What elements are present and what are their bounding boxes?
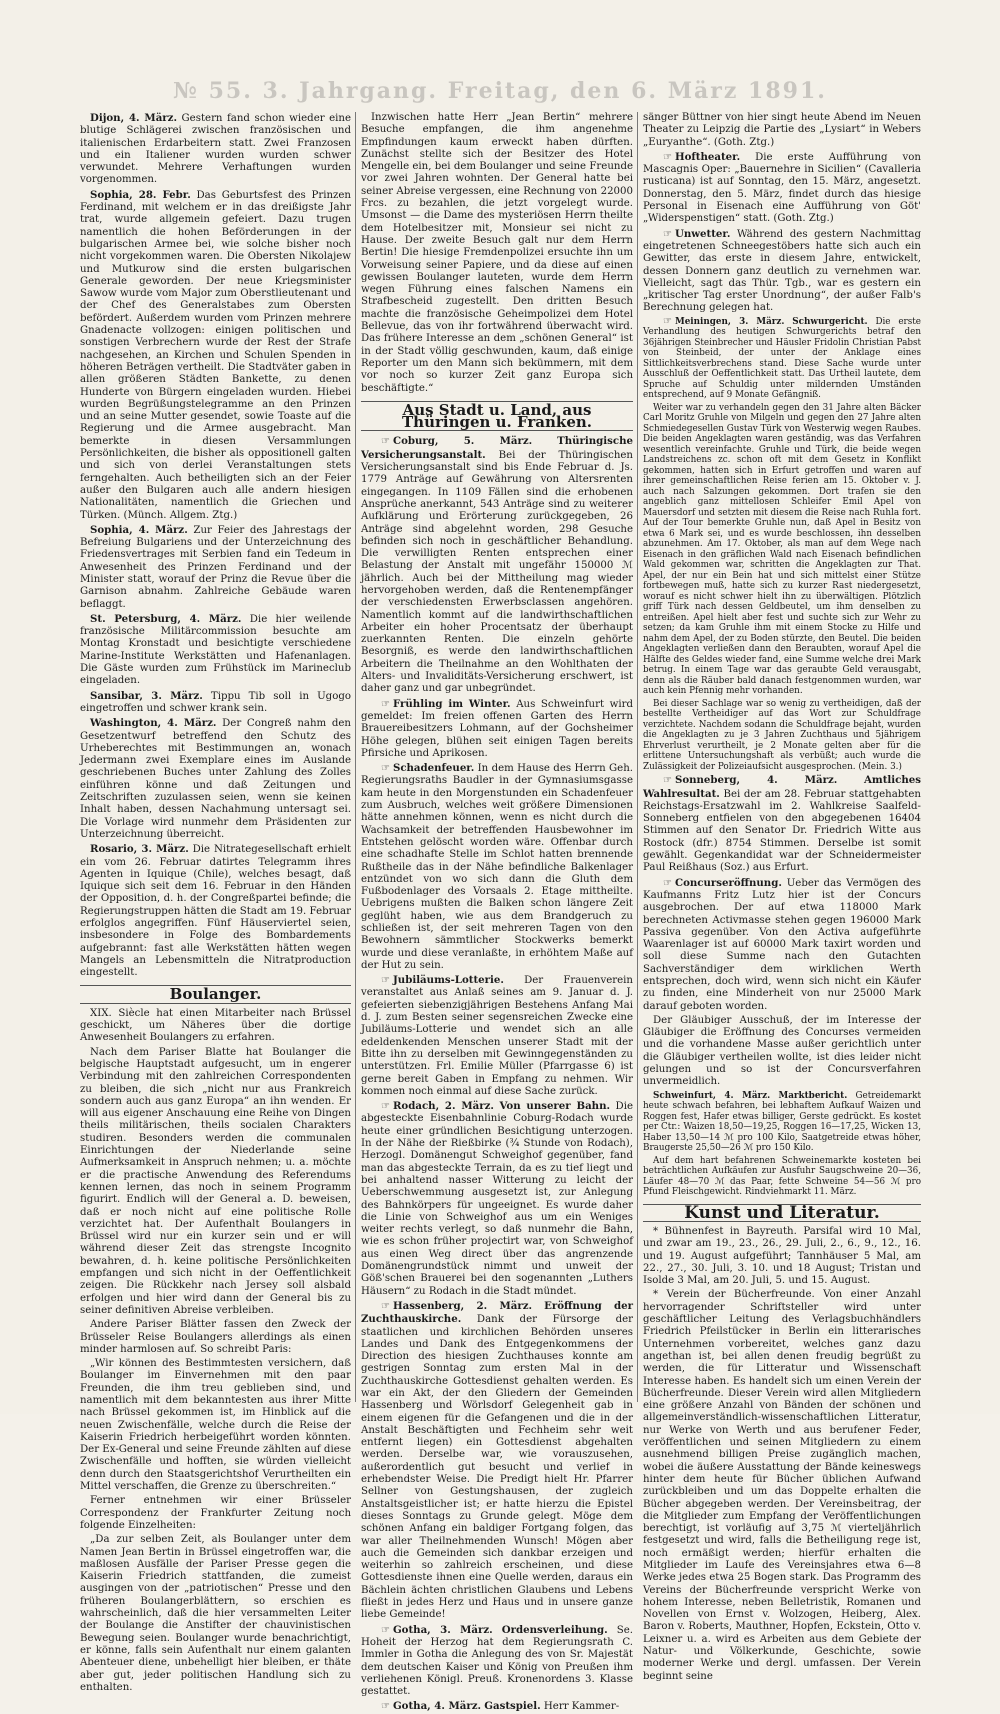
dateline: Sansibar, 3. März. [90, 689, 203, 702]
news-item [643, 317, 921, 401]
news-item [643, 228, 921, 315]
column-2 [361, 112, 633, 1713]
pointing-hand-icon: ☞ [663, 877, 672, 889]
item-text: XIX. Siècle hat einen Mitarbeiter nach Brüssel geschickt, um Näheres über die dortige Anwesenheit Boulangers zu erfahren. [80, 1007, 351, 1044]
item-title: Unwetter. [674, 227, 731, 240]
item-text: „Wir können des Bestimmtesten versichern, daß Boulanger im Einvernehmen mit den paar Freunden, die ihm treu geblieben sind, und namentlich mit dem bekanntesten aus ihrer Mitte nach Brüssel gekommen ist, im Hinblick auf die neuen Zwischenfälle, welche durch die Reise der Kaiserin Friedrich herbeigeführt worden könnten. Der Ex-General und seine Freunde zählten auf diese Zwischenfälle und hofften, sie würden vielleicht denn durch den Staatsgerichtshof Verurtheilten ein Mittel verschaffen, die Grenze zu überschreiten.“ [80, 1358, 351, 1493]
news-item [80, 613, 351, 688]
pointing-hand-icon: ☞ [663, 151, 672, 163]
column-1 [80, 112, 352, 1693]
pointing-hand-icon: ☞ [381, 975, 390, 987]
news-item [361, 698, 633, 760]
paragraph [80, 1534, 351, 1694]
dateline: Sophia, 4. März. [90, 523, 188, 536]
item-text: Die hier weilende französische Militärcommission besuchte am Montag Kronstadt und besichtigte verschiedene Marine-Institute Werkstätten und Hafenanlagen. Die Gäste wurden zum Frühstück im Marineclub eingeladen. [80, 613, 351, 687]
news-item [80, 690, 351, 716]
item-text: sänger Büttner von hier singt heute Abend im Neuen Theater zu Leipzig die Partie des „Lysiart“ in Webers „Euryanthe“. (Goth. Ztg.) [643, 112, 921, 148]
item-text: Während des gestern Nachmittag eingetretenen Schneegestöbers hatte sich auch ein Gewitter, das erste in diesem Jahre, entwickelt, dessen Donnern ganz deutlich zu vernehmen war. Vielleicht, sagt das Thür. Tgb., war es gestern ein „kritischer Tag erster Unordnung“, der außer Falb's Berechnung gelegen hat. [643, 228, 921, 314]
item-text: Dank der Fürsorge der staatlichen und kirchlichen Behörden unseres Landes und Dank des Entgegenkommens der Direction des hiesigen Zuchthauses konnte am gestrigen Sonntag zum ersten Mal in der Zuchthauskirche Gottesdienst gehalten werden. Es war ein Akt, der den Gliedern der Gemeinden Hassenberg und Wörlsdorf Gelegenheit gab in einem eigenen für die Gefangenen und die in der Anstalt Beschäftigten und Fechheim sehr weit entfernt liegen) ein Gottesdienst abgehalten werden. Derselbe war, wie vorauszusehen, außerordentlich gut besucht und verlief in erhebendster Weise. Die Predigt hielt Hr. Pfarrer Sellner von Gestungshausen, der zugleich Anstaltsgeistlicher ist; er hatte hierzu die Epistel dieses Sonntags zu Grunde gelegt. Möge dem schönen Anfang ein baldiger Fortgang folgen, das war aller Theilnehmenden Wunsch! Mögen aber auch die Gemeinden sich dankbar erzeigen und weiterhin so zahlreich erscheinen, und diese Gottesdienste ihnen eine Quelle werden, daraus ein Bächlein ächten christlichen Glaubens und Lebens fließt in jedes Herz und Haus und in unsere ganze liebe Gemeinde! [361, 1314, 633, 1621]
item-title: Jubiläums-Lotterie. [392, 974, 504, 987]
item-text: * Bühnenfest in Bayreuth. Parsifal wird 10 Mal, und zwar am 19., 23., 26., 29. Juli, 2., 6., 9., 12., 16. und 19. August aufgeführt; Tannhäuser 5 Mal, am 22., 27., 30. Juli, 3. 10. und 18 August; Tristan und Isolde 3 Mal, am 20. Juli, 5. und 15. August. [643, 1225, 921, 1287]
item-text: Weiter war zu verhandeln gegen den 31 Jahre alten Bäcker Carl Moritz Gruhle von Milgeln und gegen den 27 Jahre alten Schmiedegesellen Gustav Türk von Westerwig wegen Raubes. Die beiden Angeklagten waren geständig, was das Verfahren wesentlich vereinfachte. Gruhle und Türk, die beide wegen Landstreichens zc. schon oft mit dem Gesetz in Konflikt gekommen, hatten sich in Erfurt getroffen und waren auf ihrer gemeinschaftlichen Reise ferien am 15. Oktober v. J. auch nach Salzungen gekommen. Dort trafen sie den angeblich ganz mittellosen Schleifer Emil Apel von Mauersdorf und setzten mit diesem die Reise nach Ruhla fort. Auf der Tour bemerkte Gruhle nun, daß Apel in Besitz von etwa 6 Mark sei, und es wurde beschlossen, ihn desselben abzunehmen. Am 17. Oktober, als man auf dem Wege nach Eisenach in den gräflichen Wald nach Eisenach befindlichen Wald gekommen war, schritten die Angeklagten zur That. Apel, der nur ein Bein hat und sich mittelst einer Stütze fortbewegen muß, hatte sich zu kurzer Rast niedergesetzt, worauf es nicht schwer hielt ihn zu überwältigen. Plötzlich griff Türk nach dessen Geldbeutel, um ihm denselben zu entreißen. Apel hielt aber fest und suchte sich zur Wehr zu setzen; da kam Gruhle ihm mit einem Stocke zu Hilfe und nahm dem Apel, der zu Boden stürzte, den Beutel. Die beiden Angeklagten verließen dann den Beraubten, worauf Apel die Hälfte des Geldes wieder fand, eine Summe welche drei Mark betrug. In einem Tage war das geraubte Geld verausgabt, denn als die Räuber bald danach festgenommen wurden, war auch kein Pfennig mehr vorhanden. [643, 402, 921, 697]
item-title: Von unserer Bahn. [499, 1100, 611, 1113]
news-item [643, 774, 921, 874]
item-text: Bei dieser Sachlage war so wenig zu vertheidigen, daß der bestellte Vertheidiger auf das Wort zur Schuldfrage verzichtete. Nachdem sodann die Schuldfrage bejaht, wurden die Angeklagten zu je 3 Jahren Zuchthaus und 5jährigem Ehrverlust verurtheilt, je 2 Monate gelten aber für die erlittene Untersuchungshaft als verbüßt; auch wurde die Zulässigkeit der Polizeiaufsicht ausgesprochen. (Mein. 3.) [643, 698, 921, 772]
item-text: Die abgesteckte Eisenbahnlinie Coburg-Rodach wurde heute einer gründlichen Besichtigung unterzogen. In der Nähe der Rießbirke (¾ Stunde von Rodach), Herzogl. Domänengut Schweighof gegenüber, fand man das abgesteckte Terrain, da es zu tief liegt und bei anhaltend nasser Witterung zu leicht der Ueberschwemmung ausgesetzt ist, zur Anlegung des Bahnkörpers für ungeeignet. Es wurde daher die Linie von Schweighof aus um ein Weniges weiter rechts verlegt, so daß nunmehr die Bahn, wie es schon früher projectirt war, von Schweighof aus einen Weg direct über das angrenzende Domänengrundstück nimmt und unweit der Göß'schen Brauerei bei den sogenannten „Luthers Häusern“ zu Rodach in die Stadt mündet. [361, 1101, 633, 1297]
item-title: Frühling im Winter. [392, 697, 511, 710]
item-title: Schwurgericht. [792, 316, 868, 327]
news-item [643, 1091, 921, 1154]
dateline: Sophia, 28. Febr. [90, 188, 191, 201]
paragraph [80, 1008, 351, 1045]
pointing-hand-icon: ☞ [663, 315, 672, 327]
paragraph [80, 1319, 351, 1356]
dateline: Dijon, 4. März. [90, 112, 178, 124]
item-text: Der Frauenverein veranstaltet aus Anlaß seines am 9. Januar d. J. gefeierten siebenzigjährigen Bestehens Anfang Mai d. J. zum Besten seiner segensreichen Zwecke eine Jubiläums-Lotterie und wendet sich an alle edeldenkenden Menschen unserer Stadt mit der Bitte ihn zu derselben mit Gewinngegenständen zu unterstützen. Frl. Emilie Müller (Pfarrgasse 6) ist gerne bereit Gaben in Empfang zu nehmen. Wir kommen noch einmal auf diese Sache zurück. [361, 975, 633, 1097]
item-title: Eröffnung der Zuchthauskirche. [361, 1299, 633, 1326]
item-text: * Verein der Bücherfreunde. Von einer Anzahl hervorragender Schriftsteller wird unter geschäftlicher Leitung des Verlagsbuchhändlers Friedrich Pfeilstücker in Berlin ein litterarisches Unternehmen vorbereitet, welches ganz dazu angethan ist, bei allen denen freudig begrüßt zu werden, die für Litteratur und Wissenschaft Interesse haben. Es handelt sich um einen Verein der Bücherfreunde. Dieser Verein wird allen Mitgliedern eine größere Anzahl von Bänden der schönen und allgemeinverständlich-wissenschaftlichen Litteratur, nur Werke von Werth und aus berufener Feder, veröffentlichen und seinen Mitgliedern zu einem ausnehmend billigen Preise zugänglich machen, wobei die äußere Ausstattung der Bände keineswegs hinter dem heute für Bücher üblichen Aufwand zurückbleiben und um das Doppelte erhalten die Bücher abgegeben werden. Der Vereinsbeitrag, der die Mitglieder zum Empfang der Veröffentlichungen berechtigt, ist vorläufig auf 3,75 ℳ vierteljährlich festgesetzt und wird, falls die Betheiligung rege ist, noch ermäßigt werden; hierfür erhalten die Mitglieder im Laufe des Vereinsjahres etwa 6—8 Werke jedes etwa 25 Bogen stark. Das Programm des Vereins der Bücherfreunde verspricht Werke von hohem Interesse, neben Belletristik, Romanen und Novellen von Ernst v. Wolzogen, Heiberg, Alex. Baron v. Roberts, Mauthner, Hopfen, Eckstein, Otto v. Leixner u. a. wird es Arbeiten aus dem Gebiete der Natur- und Völkerkunde, Geschichte, sowie moderner Werke und dergl. umfassen. Der Verein beginnt seine [643, 1289, 921, 1682]
pointing-hand-icon: ☞ [381, 1101, 390, 1113]
paragraph [361, 112, 633, 395]
item-text: Der Gläubiger Ausschuß, der im Interesse der Gläubiger die Eröffnung des Concurses vermeiden und die vorhandene Masse außer gerichtlich unter die Gläubiger vertheilen wollte, ist dies leider nicht gelungen und so ist der Concursverfahren unvermeidlich. [643, 1014, 921, 1088]
dateline: Washington, 4. März. [90, 717, 217, 730]
section-heading: Aus Stadt u. Land, aus Thüringen u. Franken. [361, 401, 633, 432]
pointing-hand-icon: ☞ [381, 1300, 390, 1312]
pointing-hand-icon: ☞ [381, 1701, 390, 1713]
item-text: Se. Hoheit der Herzog hat dem Regierungsrath C. Immler in Gotha die Anlegung des von Sr. Majestät dem deutschen Kaiser und König von Preußen ihm verliehenen Königl. Preuß. Kronenordens 3. Klasse gestattet. [361, 1624, 633, 1698]
item-text: In dem Hause des Herrn Geh. Regierungsraths Baudler in der Gymnasiumsgasse kam heute in den Morgenstunden ein Schadenfeuer zum Ausbruch, welches weit größere Dimensionen hätte annehmen können, wenn es nicht durch die Wachsamkeit der betreffenden Hausbewohner im Entstehen gelöscht worden wäre. Offenbar durch eine schadhafte Stelle im Schlot hatten brennende Rußtheile das in der Nähe befindliche Balkenlager entzündet von wo sich dann die Gluth dem Fußbodenlager des Vorsaals 2. Etage mittheilte. Uebrigens mußten die Balken schon längere Zeit geglüht haben, wie aus dem Brandgeruch zu schließen ist, der seit mehreren Tagen von den Bewohnern sämmtlicher Stockwerks bemerkt wurde und diese veranlaßte, in erhöhtem Maße auf der Hut zu sein. [361, 763, 633, 971]
item-title: Gastspiel. [484, 1700, 541, 1713]
item-text: Tippu Tib soll in Ugogo eingetroffen und schwer krank sein. [80, 690, 351, 714]
item-title: Hoftheater. [674, 150, 741, 163]
item-text: Herr Kammer- [543, 1701, 620, 1713]
dateline: Gotha, 4. März. [392, 1700, 482, 1713]
item-text: Aus Schweinfurt wird gemeldet: Im freien offenen Garten des Herrn Brauereibesitzers Lohmann, auf der Gochsheimer Höhe gelegen, blühen seit einigen Tagen bereits Pfirsiche und Aprikosen. [361, 698, 633, 759]
dateline: Hassenberg, 2. März. [392, 1299, 533, 1312]
news-item [361, 1300, 633, 1622]
item-text: Andere Pariser Blätter fassen den Zweck der Brüsseler Reise Boulangers allerdings als einen minder harmlosen auf. So schreibt Paris: [80, 1319, 351, 1355]
item-text: Getreidemarkt heute schwach befahren, bei lebhaftem Aufkauf Waizen und Roggen fest, Hafer etwas billiger, Gerste gedrückt. Es kostet per Ctr.: Waizen 18,50—19,25, Roggen 16—17,25, Wicken 13, Haber 13,50—14 ℳ pro 100 Kilo, Saatgetreide etwas höher, Braugerste 25,50—26 ℳ pro 150 Kilo. [643, 1090, 922, 1154]
page-header: № 55. 3. Jahrgang. Freitag, den 6. März 1891. [173, 78, 827, 104]
item-text: Auf dem hart befahrenen Schweinemarkte kosteten bei beträchtlichen Aufkäufen zur Ausfuhr Saugschweine 20—36, Läufer 48—70 ℳ das Paar, fette Schweine 54—56 ℳ pro Pfund Fleischgewicht. Rindviehmarkt 11. März. [643, 1155, 921, 1198]
column-rule [637, 112, 638, 1402]
news-item [80, 189, 351, 522]
dateline: Sonneberg, 4. März. [674, 774, 838, 787]
dateline: Rosario, 3. März. [90, 843, 189, 856]
item-text: Zur Feier des Jahrestags der Befreiung Bulgariens und der Unterzeichnung des Friedensvertrages mit Serbien fand ein Tedeum in Anwesenheit des Prinzen Ferdinand und der Minister statt, worauf der Prinz die Revue über die Garnison abnahm. Zahlreiche Gebäude waren beflaggt. [80, 524, 352, 610]
pointing-hand-icon: ☞ [381, 436, 390, 448]
dateline: Meiningen, 3. März. [674, 316, 785, 327]
news-item [361, 435, 633, 695]
item-text: Nach dem Pariser Blatte hat Boulanger die belgische Hauptstadt aufgesucht, um in engerer Verbindung mit den zahlreichen Correspondenten zu bleiben, die sich „nicht nur aus Frankreich sondern auch aus ganz Europa“ an ihn wenden. Er will aus eigener Anschauung eine Reihe von Dingen theils militärischen, theils socialen Charakters studiren. Besonders werden die communalen Einrichtungen der Niederlande seine Aufmerksamkeit in Anspruch nehmen; u. a. möchte er die practische Anwendung des Referendums kennen lernen, das noch in seinem Programm figurirt. Endlich will der General a. D. beweisen, daß er noch nicht auf eine politische Rolle verzichtet hat. Der Aufenthalt Boulangers in Brüssel wird nur ein kurzer sein und er will während dieser Zeit das strengste Incognito bewahren, d. h. keine politische Persönlichkeiten empfangen und sich nicht in der Oeffentlichkeit zeigen. Die Rückkehr nach Jersey soll alsbald erfolgen und hier wird dann der General bis zu seiner definitiven Abreise verbleiben. [80, 1046, 351, 1316]
dateline: Coburg, 5. März. [392, 435, 533, 448]
news-item [80, 843, 351, 979]
news-item [361, 762, 633, 972]
paragraph [643, 1226, 921, 1287]
paragraph [643, 112, 921, 149]
news-item [361, 974, 633, 1098]
news-item [361, 1700, 633, 1713]
section-heading: Kunst und Literatur. [643, 1204, 921, 1222]
item-text: Der Congreß nahm den Gesetzentwurf betreffend den Schutz des Urheberechtes mit Bestimmungen an, wonach Jedermann zwei Exemplare eines im Auslande geschriebenen Buches unter Zahlung des Zolles einführen könne und daß Zeitungen und Zeitschriften zuzulassen seien, wenn sie keinen Inhalt haben, dessen Nachahmung untersagt sei. Die Vorlage wird nunmehr dem Präsidenten zur Unterzeichnung überreicht. [80, 718, 351, 840]
column-3 [643, 112, 922, 1682]
item-title: Marktbericht. [778, 1090, 848, 1101]
news-item [80, 524, 351, 611]
news-item [643, 877, 921, 1013]
news-item [80, 112, 351, 187]
section-heading: Boulanger. [80, 985, 351, 1003]
dateline: Gotha, 3. März. [392, 1623, 493, 1636]
news-item [643, 151, 921, 226]
item-text: Die erste Aufführung von Mascagnis Oper: „Bauernehre in Sicilien“ (Cavalleria rusticana) ist auf Sonntag, den 15. März, angesetzt. Donnerstag, den 5. März, findet durch das hiesige Personal in Eisenach eine Aufführung von Göt' „Widerspenstigen“ statt. (Goth. Ztg.) [643, 151, 921, 225]
pointing-hand-icon: ☞ [663, 228, 672, 240]
pointing-hand-icon: ☞ [381, 763, 390, 775]
pointing-hand-icon: ☞ [381, 698, 390, 710]
news-item [361, 1624, 633, 1699]
dateline: Schweinfurt, 4. März. [653, 1090, 771, 1101]
item-title: Concurseröffnung. [674, 876, 782, 889]
item-text: Ferner entnehmen wir einer Brüsseler Correspondenz der Frankfurter Zeitung noch folgende Einzelheiten: [80, 1495, 351, 1531]
item-title: Thüringische Versicherungsanstalt. [361, 435, 633, 461]
pointing-hand-icon: ☞ [663, 775, 672, 787]
pointing-hand-icon: ☞ [381, 1624, 390, 1636]
item-text: Das Geburtsfest des Prinzen Ferdinand, mit welchem er in das dreißigste Jahr trat, wurde allgemein gefeiert. Dazu trugen namentlich die hohen Beförderungen in der bulgarischen Armee bei, wie solche bisher noch nicht vorgekommen waren. Die Obersten Nikolajew und Mutkurow sind die ersten bulgarischen Generale geworden. Der neue Kriegsminister Sawow wurde vom Major zum Oberstlieutenant und der Chef des Generalstabes zum Obersten befördert. Außerdem wurden vom Prinzen mehrere Gnadenacte vollzogen: einigen politischen und sonstigen Verbrechern wurde der Rest der Strafe nachgesehen, an Kirchen und Schulen Spenden in höheren Beträgen vertheilt. Die Stadtväter gaben in allen größeren Städten Bankette, zu denen Hunderte von Bürgern eingeladen wurden. Hiebei wurden Begrüßungstelegramme an den Prinzen und an seine Mutter gesendet, sowie Toaste auf die Regierung und die Armee ausgebracht. Man bemerkte in diesen Versammlungen Persönlichkeiten, die bisher als oppositionell galten und sich von derlei Veranstaltungen stets ferngehalten. Auch betheiligten sich an der Feier außer den Bulgaren auch alle andern hiesigen Nationalitäten, namentlich die Griechen und Türken. (Münch. Allgem. Ztg.) [80, 189, 351, 521]
paragraph [643, 1156, 921, 1198]
dateline: St. Petersburg, 4. März. [90, 612, 242, 625]
paragraph [643, 403, 921, 697]
news-item [361, 1100, 633, 1298]
paragraph [643, 1015, 921, 1089]
news-item [80, 717, 351, 841]
paragraph [643, 699, 921, 773]
paragraph [80, 1358, 351, 1493]
item-text: Bei der Thüringischen Versicherungsanstalt sind bis Ende Februar d. Js. 1779 Anträge auf Gewährung von Altersrenten eingegangen. In 1109 Fällen sind die erhobenen Ansprüche anerkannt, 543 Anträge sind zu weiterer Aufklärung und Erörterung zurückgegeben, 26 Anträge sind abgelehnt worden, 298 Gesuche befinden sich noch in geschäftlicher Behandlung. Die verwilligten Renten entsprechen einer Belastung der Anstalt mit ungefähr 150000 ℳ jährlich. Auch bei der Mittheilung mag wieder hervorgehoben werden, daß die Rentenempfänger der verschiedensten Erwerbsclassen angehören. Namentlich kommt auf die landwirthschaftlichen Arbeiter ein hoher Procentsatz der überhaupt zuerkannten Renten. Die einzeln gehörte Besorgniß, es werde den landwirthschaftlichen Arbeitern die Theilnahme an den Wohlthaten der Alters- und Invaliditäts-Versicherung erschwert, ist daher ganz und gar unbegründet. [361, 449, 633, 695]
item-text: Ueber das Vermögen des Kaufmanns Fritz Lutz hier ist der Concurs ausgebrochen. Der auf etwa 118000 Mark berechneten Activmasse stehen gegen 196000 Mark Passiva gegenüber. Von den Activa aufgeführte Waarenlager ist auf 60000 Mark taxirt worden und soll diese Summe nach den Gutachten Sachverständiger dem wirklichen Werth entsprechen, doch wird, wenn sich nicht ein Käufer zu finden, eine Minderheit von nur 25000 Mark darauf geboten worden. [643, 877, 921, 1012]
item-text: Die Nitrategesellschaft erhielt ein vom 26. Februar datirtes Telegramm ihres Agenten in Iquique (Chile), welches besagt, daß Iquique sich seit dem 16. Februar in den Händen der Opposition, d. h. der Congreßpartei befinde; die Regierungstruppen hätten die Stadt am 19. Februar erfolglos angegriffen. Fünf Häuserviertel seien, insbesondere in Folge des Bombardements aufgebrannt: fast alle Werkstätten hätten wegen Mangels an Lebensmitteln die Nitratproduction eingestellt. [80, 844, 352, 979]
dateline: Rodach, 2. März. [392, 1100, 494, 1113]
paragraph [80, 1495, 351, 1532]
item-text: Gestern fand schon wieder eine blutige Schlägerei zwischen französischen und italienischen Erdarbeitern statt. Zwei Franzosen und ein Italiener wurden wurden schwer verwundet. Mehrere Verhaftungen wurden vorgenommen. [80, 113, 351, 186]
paragraph [643, 1289, 921, 1683]
item-text: „Da zur selben Zeit, als Boulanger unter dem Namen Jean Bertin in Brüssel eingetroffen war, die maßlosen Ausfälle der Pariser Presse gegen die Kaiserin Friedrich stattfanden, die zumeist ausgingen von der „patriotischen“ Presse und den früheren Boulangerblättern, so erschien es wahrscheinlich, daß die hier versammelten Leiter der Boulange die Anstifter der chauvinistischen Bewegung seien. Boulanger wurde benachrichtigt, er könne, falls sein Aufenthalt nur einem galanten Abenteuer diene, unbehelligt hier bleiben, er thäte aber gut, jeder politischen Handlung sich zu enthalten. [80, 1534, 351, 1693]
item-text: Bei der am 28. Februar stattgehabten Reichstags-Ersatzwahl im 2. Wahlkreise Saalfeld-Sonneberg entfielen von den abgegebenen 16404 Stimmen auf den Senator Dr. Friedrich Witte aus Rostock (dfr.) 8754 Stimmen. Derselbe ist somit gewählt. Gegenkandidat war der Schneidermeister Paul Reißhaus (Soz.) aus Erfurt. [643, 788, 921, 874]
paragraph [80, 1047, 351, 1318]
item-text: Die erste Verhandlung des heutigen Schwurgerichts betraf den 36jährigen Steinbrecher und Häusler Fridolin Christian Pabst von Steinbeid, der unter der Anklage eines Sittlichkeitsverbrechens stand. Diese Sache wurde unter Ausschluß der Oeffentlichkeit statt. Das Urtheil lautete, dem Spruche auf Schuldig unter mildernden Umständen entsprechend, auf 9 Monate Gefängniß. [643, 316, 921, 401]
item-text: Inzwischen hatte Herr „Jean Bertin“ mehrere Besuche empfangen, die ihm angenehme Empfindungen kaum erweckt haben dürften. Zunächst stellte sich der Besitzer des Hotel Mengelle ein, bei dem Boulanger und seine Freunde vor zwei Jahren wohnten. Der General hatte bei seiner Abreise vergessen, eine Rechnung von 22000 Frcs. zu bezahlen, die jetzt vorgelegt wurde. Umsonst — die Dame des mysteriösen Herrn theilte dem Hotelbesitzer mit, Monsieur sei nicht zu Hause. Der zweite Besuch galt nur dem Herrn Bertin! Die hiesige Fremdenpolizei ersuchte ihn um Vorweisung seiner Papiere, und da diese auf einen gewissen Boulanger lauteten, wurde dem Herrn wegen Führung eines falschen Namens ein Strafbescheid zugestellt. Den dritten Besuch machte die französische Geheimpolizei dem Hotel Bellevue, das von ihr fortwährend überwacht wird. Das frühere Interesse an dem „schönen General“ ist in der Stadt völlig geschwunden, kaum, daß einige Reporter um den Mann sich bekümmern, mit dem vor noch so kurzer Zeit ganz Europa sich beschäftigte.“ [361, 112, 633, 394]
item-title: Amtliches Wahlresultat. [643, 774, 921, 800]
column-rule [355, 112, 356, 1402]
item-title: Ordensverleihung. [501, 1623, 608, 1636]
item-title: Schadenfeuer. [392, 762, 475, 775]
